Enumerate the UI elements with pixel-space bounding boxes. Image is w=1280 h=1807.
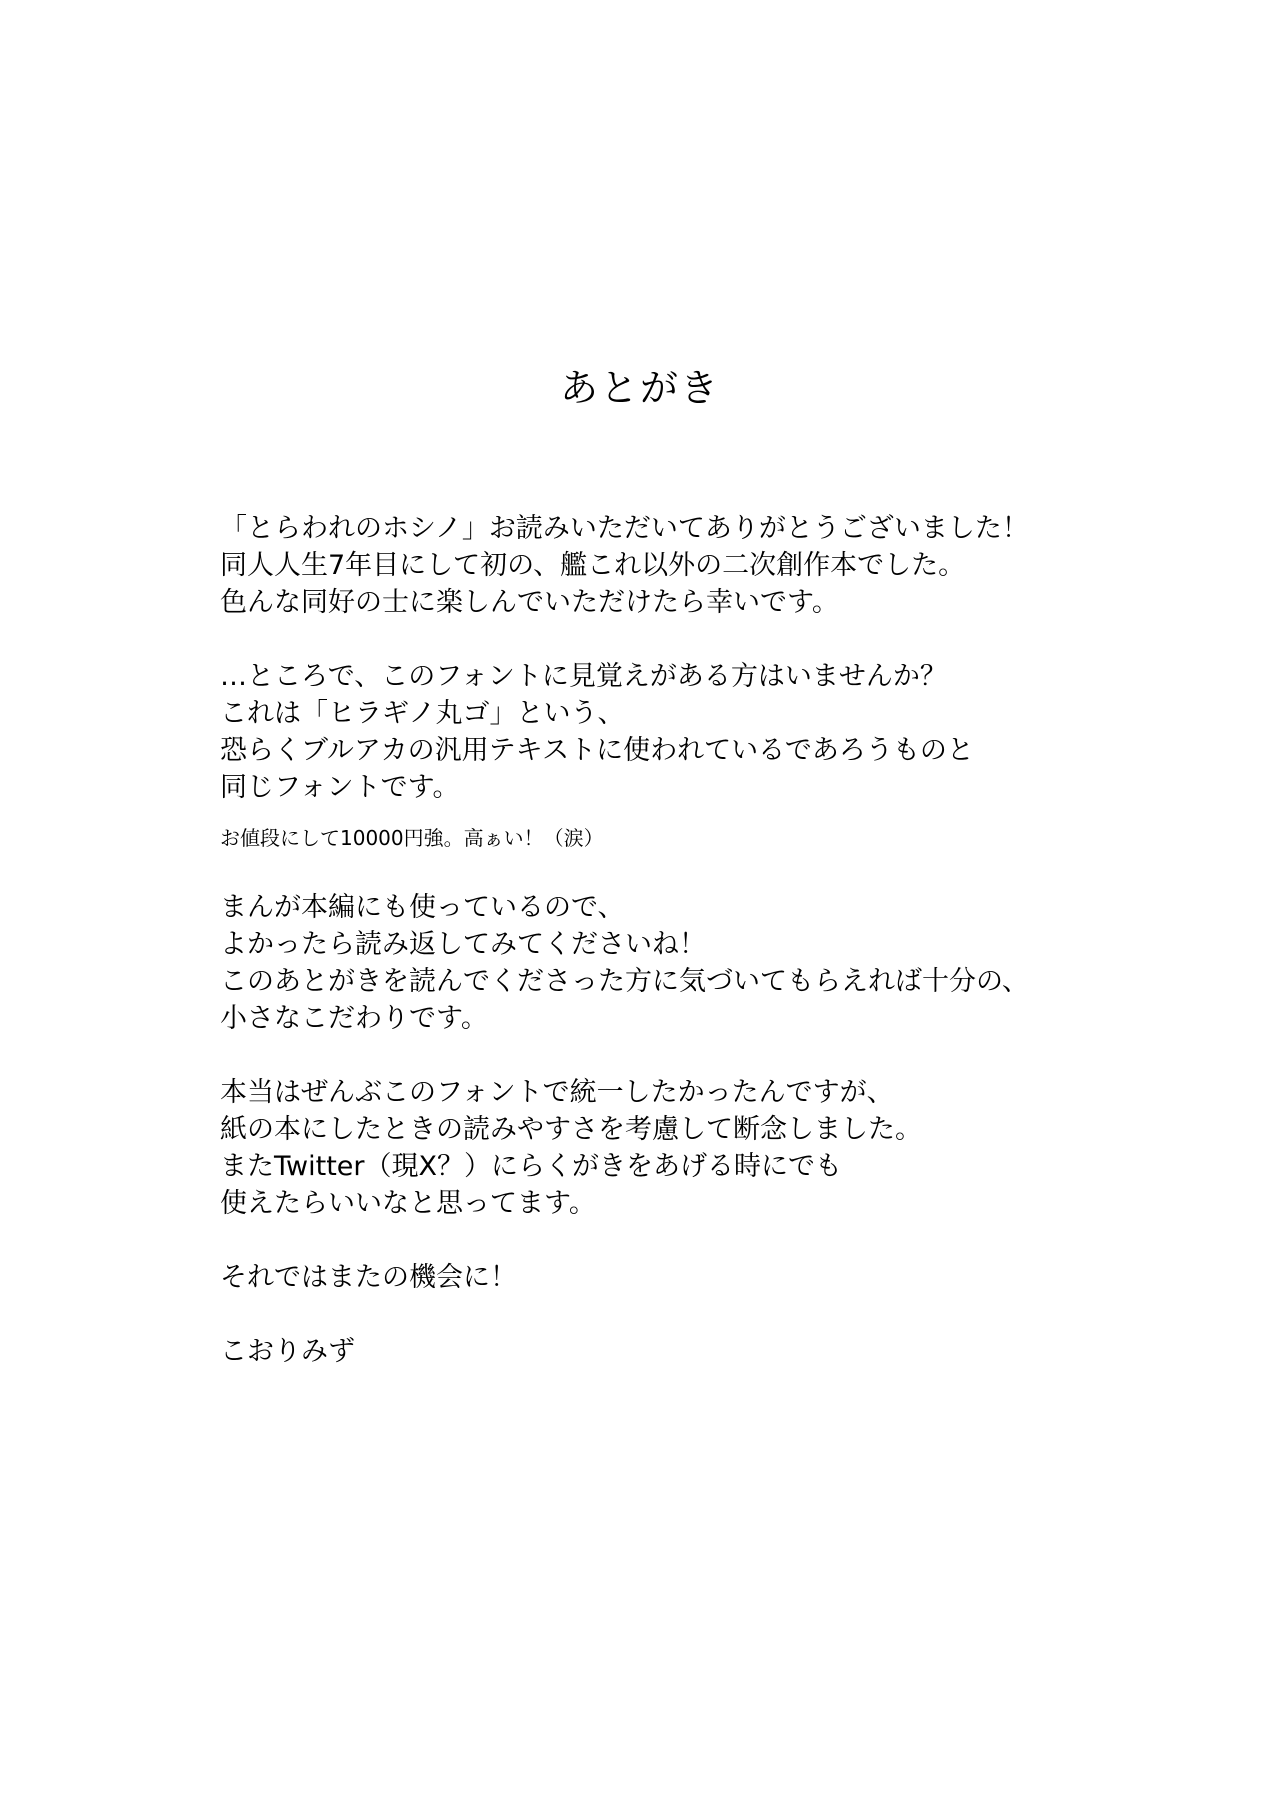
text-line: よかったら読み返してみてくださいね！	[220, 929, 706, 960]
afterword-body	[220, 510, 1180, 1370]
text-line: またTwitter（現X？）にらくがきをあげる時にでも	[220, 1151, 842, 1182]
paragraph-font-question	[220, 658, 1180, 806]
text-line: 同じフォントです。	[220, 772, 460, 803]
text-line: これは「ヒラギノ丸ゴ」という、	[220, 698, 625, 729]
author-signature	[220, 1333, 1180, 1370]
paragraph-price-note	[220, 824, 1180, 852]
paragraph-farewell	[220, 1259, 1180, 1296]
text-line: それではまたの機会に！	[220, 1262, 517, 1293]
text-line: 使えたらいいなと思ってます。	[220, 1188, 596, 1219]
text-line: まんが本編にも使っているので、	[220, 892, 625, 923]
text-line: 小さなこだわりです。	[220, 1003, 488, 1034]
text-line: 「とらわれのホシノ」お読みいただいてありがとうございました！	[220, 513, 1029, 544]
paragraph-thanks	[220, 510, 1180, 621]
text-line: 紙の本にしたときの読みやすさを考慮して断念しました。	[220, 1114, 922, 1145]
text-line: 本当はぜんぶこのフォントで統一したかったんですが、	[220, 1077, 894, 1108]
page-title: あとがき	[559, 366, 720, 410]
author-name: こおりみず	[220, 1336, 355, 1367]
text-line: お値段にして10000円強。高ぁい！（涙）	[220, 826, 604, 850]
text-line: …ところで、このフォントに見覚えがある方はいませんか？	[220, 661, 947, 692]
text-line: 恐らくブルアカの汎用テキストに使われているであろうものと	[220, 735, 974, 766]
text-line: このあとがきを読んでくださった方に気づいてもらえれば十分の、	[220, 966, 1029, 997]
paragraph-font-unification	[220, 1074, 1180, 1222]
text-line: 同人人生7年目にして初の、艦これ以外の二次創作本でした。	[220, 550, 966, 581]
paragraph-manga-usage	[220, 889, 1180, 1037]
text-line: 色んな同好の士に楽しんでいただけたら幸いです。	[220, 587, 839, 618]
